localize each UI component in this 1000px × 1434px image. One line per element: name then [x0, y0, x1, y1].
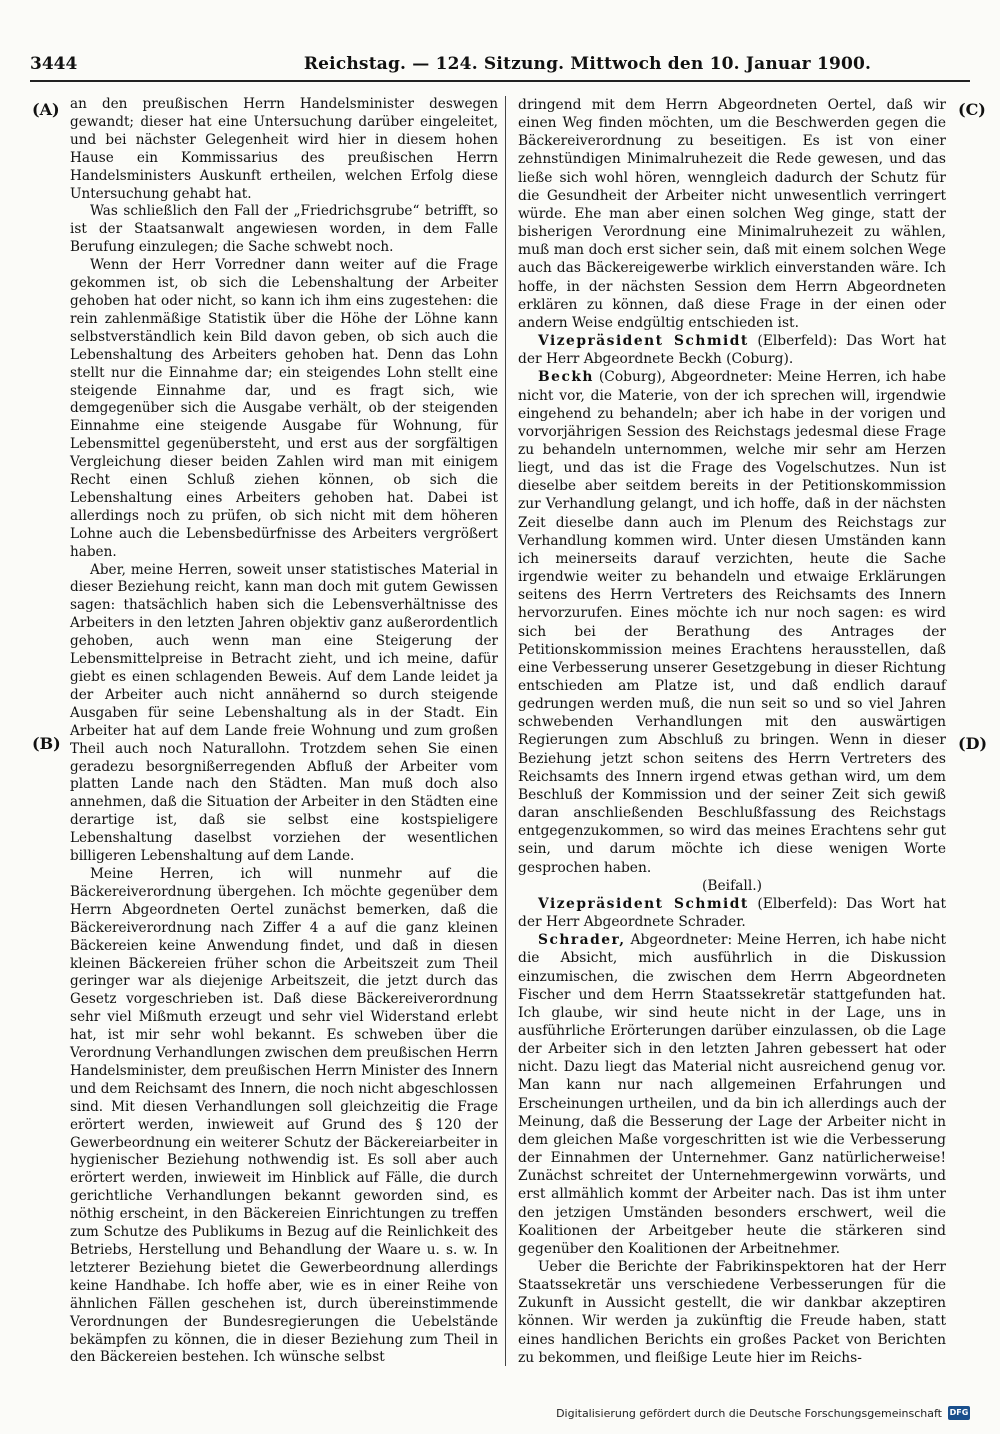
margin-marker-b: (B)	[32, 734, 61, 753]
speaker-name: Schrader,	[538, 932, 626, 949]
applause-note: (Beifall.)	[701, 877, 763, 894]
page-header	[30, 50, 970, 82]
paragraph	[518, 368, 946, 876]
paragraph: Aber, meine Herren, soweit unser statistisches Material in dieser Beziehung reicht, kann man doch mit gutem Gewissen sagen: thatsächlich haben sich die Lebensverhältnisse des Arbeiters in den letzten Jahren objektiv ganz außerordentlich gehoben, auch wenn man eine Steigerung der Lebensmittelpreise in Betracht zieht, und ich meine, dafür giebt es einen schlagenden Beweis. Auf dem Lande leidet ja der Arbeiter auch nicht annähernd so durch steigende Ausgaben für seine Lebenshaltung als in der Stadt. Ein Arbeiter hat auf dem Lande freie Wohnung und zum großen Theil auch noch Naturallohn. Trotzdem sehen Sie einen geradezu besorgnißerregenden Abfluß der Arbeiter vom platten Lande nach den Städten. Man muß doch also annehmen, daß die Situation der Arbeiter in den Städten eine derartige ist, daß sie selbst eine kostspieligere Lebenshaltung daselbst vorziehen der wesentlichen billigeren Lebenshaltung auf dem Lande.	[70, 561, 498, 865]
speech-text: (Elberfeld): Das Wort hat der Herr Abgeordnete Schrader.	[518, 895, 946, 931]
paragraph	[518, 895, 946, 931]
speaker-name: Vizepräsident Schmidt	[538, 895, 749, 912]
paragraph	[518, 332, 946, 368]
margin-marker-c: (C)	[958, 100, 986, 119]
paragraph: Meine Herren, ich will nunmehr auf die Bäckereiverordnung übergehen. Ich möchte gegenüber dem Herrn Abgeordneten Oertel zunächst bemerken, daß die Bäckereiverordnung nach Ziffer 4 a auf die ganz kleinen Bäckereien keine Anwendung findet, und daß in diesen kleinen Bäckereien früher schon die Arbeitszeit zum Theil geringer war als diejenige Arbeitszeit, die jetzt durch das Gesetz vorgeschrieben ist. Daß diese Bäckereiverordnung sehr viel Mißmuth erzeugt und sehr viel Widerstand erlebt hat, ist mir sehr wohl bekannt. Es schweben über die Verordnung Verhandlungen zwischen dem preußischen Herrn Handelsminister, dem preußischen Herrn Minister des Innern und dem Reichsamt des Innern, die noch nicht abgeschlossen sind. Mit diesen Verhandlungen soll gleichzeitig die Frage erörtert werden, inwieweit auf Grund des § 120 der Gewerbeordnung ein weiterer Schutz der Bäckereiarbeiter in hygienischer Beziehung nothwendig ist. Es soll aber auch erörtert werden, inwieweit im Hinblick auf Fälle, die durch gerichtliche Verhandlungen bekannt geworden sind, es nöthig erscheint, in den Bäckereien Einrichtungen zu treffen zum Schutze des Publikums in Bezug auf die Reinlichkeit des Betriebs, Herstellung und Behandlung der Waare u. s. w. In letzterer Beziehung bietet die Gewerbeordnung allerdings keine Handhabe. Ich hoffe aber, wie es in einer Reihe von ähnlichen Fällen geschehen ist, durch übereinstimmende Verordnungen der Bundesregierungen die Uebelstände bekämpfen zu können, die in dieser Beziehung zum Theil in den Bäckereien bestehen. Ich wünsche selbst	[70, 865, 499, 1366]
speaker-name: Vizepräsident Schmidt	[538, 333, 749, 350]
paragraph: an den preußischen Herrn Handelsminister deswegen gewandt; dieser hat eine Untersuchung darüber eingeleitet, und bei nächster Gelegenheit wird hier in diesem hohen Hause ein Kommissarius des preußischen Herrn Handelsministers Auskunft ertheilen, welchen Erfolg diese Untersuchung gehabt hat.	[70, 96, 498, 202]
speaker-name: Beckh	[538, 369, 594, 386]
speech-text: (Elberfeld): Das Wort hat der Herr Abgeordnete Beckh (Coburg).	[518, 333, 946, 368]
paragraph: Ueber die Berichte der Fabrikinspektoren hat der Herr Staatssekretär uns verschiedene Verbesserungen für die Zukunft in Aussicht gestellt, die wir dankbar akzeptiren können. Wir werden ja zukünftig die Freude haben, statt eines handlichen Berichts ein großes Packet von Berichten zu bekommen, und fleißige Leute hier im Reichs-	[518, 1259, 946, 1366]
column-divider	[505, 96, 506, 1366]
margin-marker-d: (D)	[958, 734, 988, 753]
page-number: 3444	[30, 54, 78, 74]
paragraph	[518, 931, 946, 1258]
right-column	[518, 96, 946, 1367]
speech-text: Abgeordneter: Meine Herren, ich habe nicht die Absicht, mich ausführlich in die Diskussion einzumischen, die zwischen dem Herrn Abgeordneten Fischer und dem Herrn Staatssekretär stattgefunden hat. Ich glaube, wir sind heute nicht in der Lage, uns in ausführliche Erörterungen darüber einzulassen, ob die Lage der Arbeiter sich in den letzten Jahren gebessert hat oder nicht. Dazu liegt das Material nicht ausreichend genug vor. Man kann nur nach allgemeinen Erfahrungen und Erscheinungen urtheilen, und da bin ich allerdings auch der Meinung, daß die Besserung der Lage der Arbeiter nicht in dem gleichen Maße vorgeschritten ist wie die Verbesserung der Einnahmen der Unternehmer. Ganz natürlicherweise! Zunächst schreitet der Unternehmergewinn vorwärts, und erst allmählich kommt der Arbeiter nach. Das ist ihm unter den jetzigen Umständen besonders erschwert, weil die Koalitionen der Arbeitgeber heute die stärkeren sind gegenüber den Koalitionen der Arbeitnehmer.	[518, 932, 946, 1257]
paragraph: Wenn der Herr Vorredner dann weiter auf die Frage gekommen ist, ob sich die Lebenshaltung der Arbeiter gehoben hat oder nicht, so kann ich ihm eins zugestehen: die rein zahlenmäßige Statistik über die Höhe der Löhne kann selbstverständlich kein Bild davon geben, ob sich auch die Lebenshaltung des Arbeiters gehoben hat. Denn das Lohn stellt nur die Einnahme dar; ein steigendes Lohn stellt eine steigende Einnahme dar, und es fragt sich, wie demgegenüber sich die Ausgabe verhält, ob der steigenden Einnahme eine steigende Ausgabe für Wohnung, für Lebensmittel gegenübersteht, und erst aus der sorgfältigen Vergleichung dieser beiden Zahlen wird man mit einigem Recht einen Schluß ziehen können, ob sich die Lebenshaltung eines Arbeiters gehoben hat. Dabei ist allerdings noch zu prüfen, ob sich nicht mit dem höheren Lohne auch die Lebensbedürfnisse des Arbeiters vergrößert haben.	[70, 257, 498, 560]
left-column	[70, 96, 498, 1367]
running-head: Reichstag. — 124. Sitzung. Mittwoch den 10. Januar 1900.	[303, 54, 872, 74]
margin-marker-a: (A)	[32, 100, 60, 119]
dfg-logo-icon: DFG	[948, 1406, 970, 1420]
paragraph: Was schließlich den Fall der „Friedrichsgrube“ betrifft, so ist der Staatsanwalt angewiesen worden, in dem Falle Berufung einzulegen; die Sache schwebt noch.	[70, 203, 498, 256]
speech-text: (Coburg), Abgeordneter: Meine Herren, ich habe nicht vor, die Materie, von der ich sprechen will, irgendwie eingehend zu behandeln; aber ich habe in der vorigen und vorvorjährigen Session des Reichstags jedesmal diese Frage zu behandeln unternommen, welche mir sehr am Herzen liegt, und das ist die Frage des Vogelschutzes. Nun ist dieselbe aber seitdem bereits in der Petitionskommission zur Verhandlung gelangt, und ich hoffe, daß in der nächsten Zeit dieselbe dann auch im Plenum des Reichstags zur Verhandlung kommen wird. Unter diesen Umständen kann ich meinerseits darauf verzichten, heute die Sache irgendwie weiter zu behandeln und etwaige Erklärungen seitens des Herrn Vertreters des Reichsamts des Innern hervorzurufen. Eines möchte ich nur noch sagen: es wird sich bei der Berathung des Antrages der Petitionskommission meines Erachtens herausstellen, daß eine Verbesserung unserer Gesetzgebung in dieser Richtung entschieden am Platze ist, und daß endlich darauf gedrungen werden muß, die nun seit so und so viel Jahren schwebenden Verhandlungen mit den auswärtigen Regierungen zum Abschluß zu bringen. Wenn in dieser Beziehung jetzt schon seitens des Herrn Vertreters des Reichsamts des Innern irgend etwas gethan wird, um dem Beschluß der Kommission und der seiner Zeit sich gewiß daran anschließenden Beschlußfassung des Reichstags entgegenzukommen, so wird das meines Erachtens sehr gut sein, und darum möchte ich diese wenigen Worte gesprochen haben.	[518, 369, 946, 876]
paragraph: dringend mit dem Herrn Abgeordneten Oertel, daß wir einen Weg finden möchten, um die Beschwerden gegen die Bäckereiverordnung zu beseitigen. Es ist von einer zehnstündigen Minimalruhezeit die Rede gewesen, und das ließe sich wohl hören, wenngleich dadurch der Schutz für die Gesundheit der Arbeiter nicht unwesentlich verringert würde. Ehe man aber einen solchen Weg ginge, statt der bisherigen Verordnung eine Minimalruhezeit zu wählen, muß man doch erst sicher sein, daß mit einem solchen Wege auch das Bäckereigewerbe wirklich einverstanden wäre. Ich hoffe, in der nächsten Session dem Herrn Abgeordneten erklären zu können, daß diese Frage in der einen oder andern Weise endgültig entschieden ist.	[518, 97, 946, 331]
footer	[556, 1406, 970, 1420]
footer-credit: Digitalisierung gefördert durch die Deutsche Forschungsgemeinschaft	[556, 1406, 942, 1420]
